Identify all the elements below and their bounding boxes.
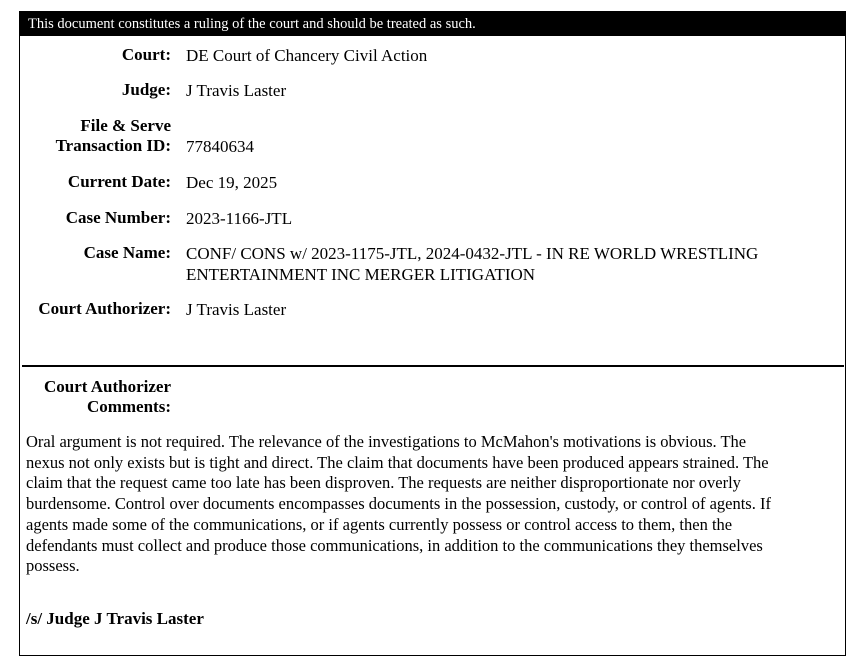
court-value: DE Court of Chancery Civil Action	[186, 46, 428, 65]
comments-line: burdensome. Control over documents encompasses documents in the possession, custody, or control of agents. If	[26, 494, 771, 514]
ruling-banner: This document constitutes a ruling of the court and should be treated as such.	[20, 12, 845, 36]
transaction-id-value: 77840634	[186, 137, 254, 156]
comments-label-line2: Comments:	[86, 397, 171, 416]
judge-signature: /s/ Judge J Travis Laster	[26, 609, 204, 628]
case-name-value-line1: CONF/ CONS w/ 2023-1175-JTL, 2024-0432-JTL - IN RE WORLD WRESTLING	[186, 244, 759, 263]
transaction-id-label-line1: File & Serve	[80, 116, 171, 135]
comments-line: agents made some of the communications, or if agents currently possess or control access to them, then the	[26, 514, 733, 534]
case-name-label: Case Name:	[83, 243, 171, 262]
court-label: Court:	[121, 45, 171, 64]
judge-value: J Travis Laster	[186, 81, 287, 100]
comments-label	[44, 377, 171, 417]
section-divider	[22, 365, 844, 367]
current-date-value: Dec 19, 2025	[186, 173, 278, 192]
comments-label-line1: Court Authorizer	[43, 377, 171, 396]
current-date-label: Current Date:	[67, 172, 171, 191]
case-number-value: 2023-1166-JTL	[186, 209, 293, 228]
comments-line: defendants must collect and produce those communications, in addition to the communications they themselves	[26, 535, 763, 555]
court-authorizer-label: Court Authorizer:	[38, 299, 171, 318]
case-number-label: Case Number:	[65, 208, 171, 227]
comments-line: claim that the request came too late has been disproven. The requests are neither disproportionate nor overly	[26, 473, 741, 493]
case-name-value-line2: ENTERTAINMENT INC MERGER LITIGATION	[186, 265, 536, 284]
comments-line: nexus not only exists but is tight and direct. The claim that documents have been produced appears strained. The	[26, 452, 769, 472]
court-authorizer-value: J Travis Laster	[186, 300, 287, 319]
comments-line: possess.	[26, 556, 80, 576]
transaction-id-label-line2: Transaction ID:	[55, 136, 171, 155]
case-name-value	[186, 243, 758, 285]
judge-label: Judge:	[121, 80, 171, 99]
comments-body	[26, 432, 771, 577]
ruling-document	[19, 11, 846, 656]
transaction-id-label	[56, 116, 171, 156]
comments-line: Oral argument is not required. The relevance of the investigations to McMahon's motivations is obvious. The	[26, 432, 747, 451]
